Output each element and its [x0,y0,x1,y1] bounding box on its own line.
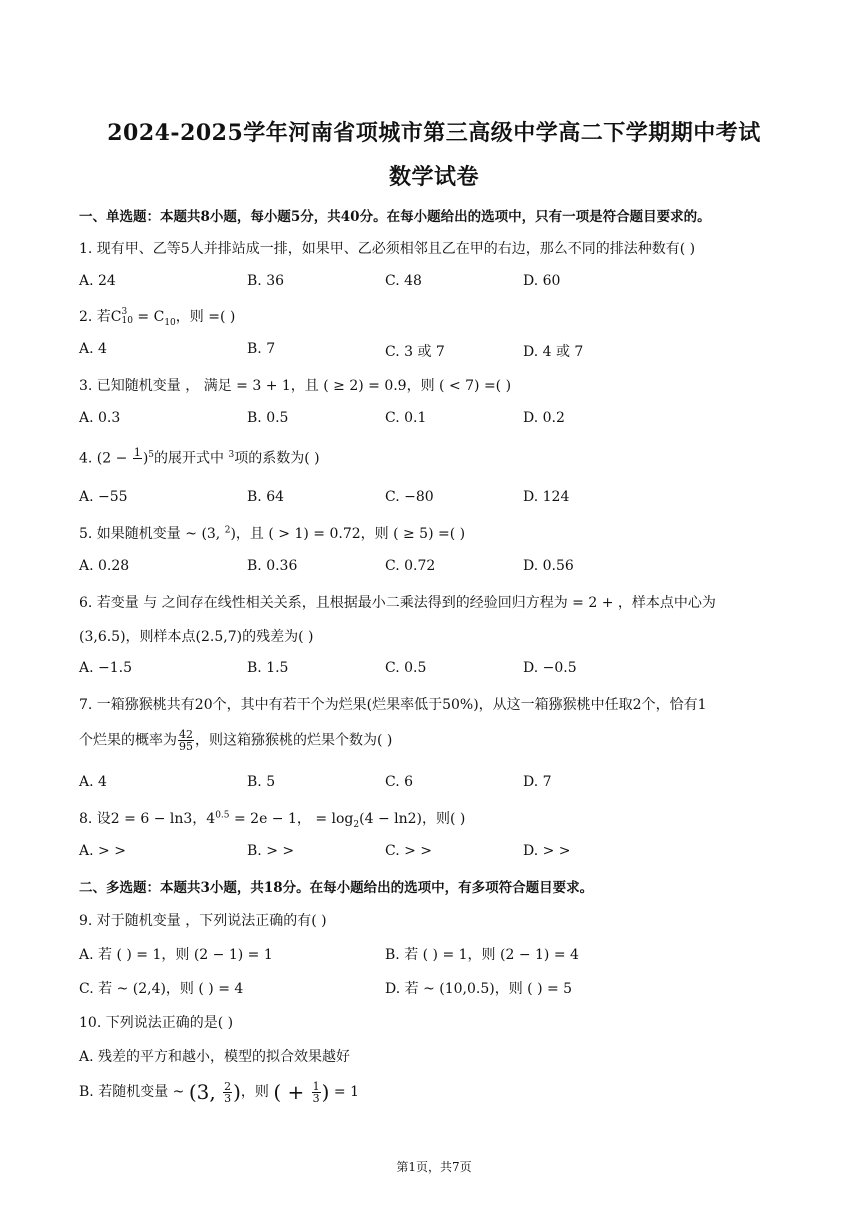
q7-stem-2b: ，则这箱猕猴桃的烂果个数为( ) [195,732,393,749]
q8-log-base: 2 [353,819,360,830]
question-7-stem-line-1: 7. 一箱猕猴桃共有20个，其中有若干个为烂果(烂果率低于50%)，从这一箱猕猴桃中任取2个，恰有1 [79,697,707,713]
q2-sub2: 10 [164,317,176,328]
question-7-option-d: D. 7 [523,774,552,790]
question-1-option-c: C. 48 [385,273,422,289]
question-8-option-b: B. > > [247,843,295,859]
q10-b-numerator-2: 1 [312,1079,320,1093]
q5-stem-part-2: )，且 ( > 1) = 0.72，则 ( ≥ 5) =( ) [230,526,466,542]
q4-exponent-2: 3 [228,449,235,460]
q2-prefix: 2. 若C [79,309,122,325]
exam-title: 2024-2025学年河南省项城市第三高级中学高二下学期期中考试 [107,120,761,146]
question-6-option-d: D. −0.5 [523,660,577,676]
q10-b-numerator: 2 [224,1079,232,1093]
question-2-option-d: D. 4 或 7 [523,344,584,360]
q4-exponent: 5 [148,449,155,460]
q5-stem-part-1: 5. 如果随机变量 ~ (3, [79,526,225,542]
page-footer: 第1页，共7页 [396,1160,472,1174]
q7-numerator: 42 [179,728,193,741]
q10-b-paren-left: (3, [188,1080,223,1104]
question-6-stem-line-2: (3,6.5)，则样本点(2.5,7)的残差为( ) [79,629,314,645]
question-8-option-d: D. > > [523,843,571,859]
question-9-option-c: C. 若 ~ (2,4)，则 ( ) = 4 [79,981,244,997]
exam-subtitle: 数学试卷 [388,164,479,190]
question-2-option-c: C. 3 或 7 [385,344,445,360]
question-3-stem: 3. 已知随机变量 ， 满足 = 3 + 1，且 ( ≥ 2) = 0.9，则 ( < 7) =( ) [79,378,512,394]
q4-tail-2: 项的系数为( ) [234,450,320,467]
question-4-stem [79,447,320,470]
q4-post: ) [142,450,149,467]
question-6-option-a: A. −1.5 [79,660,133,676]
q4-fraction [133,447,142,470]
question-1-option-b: B. 36 [247,273,285,289]
question-3-option-c: C. 0.1 [385,410,427,426]
q8-stem-part-1: 8. 设2 = 6 − ln3，4 [79,811,216,827]
q10-b-paren-right: ) [233,1080,241,1104]
question-7-option-b: B. 5 [247,774,276,790]
question-9-stem: 9. 对于随机变量 ，下列说法正确的有( ) [79,913,327,929]
question-2-option-a: A. 4 [79,341,107,357]
question-8-stem [79,808,465,830]
question-4-option-b: B. 64 [247,489,285,505]
question-1-option-d: D. 60 [523,273,561,289]
question-4-option-a: A. −55 [79,489,128,505]
question-5-stem [79,523,465,543]
question-3-option-d: D. 0.2 [523,410,565,426]
q8-stem-part-3: (4 − ln2)，则( ) [359,811,466,827]
q7-fraction [178,729,194,752]
question-7-option-c: C. 6 [385,774,414,790]
question-1-option-a: A. 24 [79,273,116,289]
q2-suffix: ，则 =( ) [175,309,236,325]
q8-stem-part-2: = 2e − 1， = log [229,811,354,827]
section-1-heading: 一、单选题：本题共8小题，每小题5分，共40分。在每小题给出的选项中，只有一项是符合题目要求的。 [79,209,711,225]
question-8-option-a: A. > > [79,843,126,859]
question-7-option-a: A. 4 [79,774,107,790]
question-9-option-d: D. 若 ~ (10,0.5)，则 ( ) = 5 [385,981,573,997]
question-6-stem-line-1: 6. 若变量 与 之间存在线性相关关系，且根据最小二乘法得到的经验回归方程为 = 2 + ，样本点中心为 [79,595,716,611]
question-10-stem: 10. 下列说法正确的是( ) [79,1015,234,1031]
q2-sub: 10 [121,316,133,326]
question-2-stem [79,306,235,328]
q10-b-denominator-2: 3 [312,1091,320,1105]
question-6-option-c: C. 0.5 [385,660,427,676]
question-5-option-a: A. 0.28 [79,558,130,574]
q4-numerator: 1 [133,446,141,459]
q4-tail: 的展开式中 [154,450,229,467]
q2-sup: 3 [121,307,128,317]
q10-b-paren2-left: ( + [273,1080,311,1104]
question-5-option-d: D. 0.56 [523,558,574,574]
question-10-option-a: A. 残差的平方和越小，模型的拟合效果越好 [79,1049,351,1065]
question-8-option-c: C. > > [385,843,433,859]
question-6-option-b: B. 1.5 [247,660,289,676]
q10-b-denominator: 3 [224,1091,232,1105]
question-5-option-b: B. 0.36 [247,558,298,574]
question-3-option-b: B. 0.5 [247,410,289,426]
question-2-option-b: B. 7 [247,341,276,357]
q7-stem-2a: 个烂果的概率为 [79,732,177,749]
q10-b-tail: = 1 [329,1084,359,1100]
q4-denominator [133,459,142,470]
q10-b-fraction-2 [312,1081,321,1104]
q10-b-mid: ，则 [240,1084,274,1100]
question-5-option-c: C. 0.72 [385,558,436,574]
question-7-stem-line-2 [79,729,392,752]
q10-b-pre: B. 若随机变量 ~ [79,1084,189,1100]
question-9-option-b: B. 若 ( ) = 1，则 (2 − 1) = 4 [385,947,579,963]
q2-mid: = C [132,309,165,325]
question-3-option-a: A. 0.3 [79,410,121,426]
question-4-option-d: D. 124 [523,489,570,505]
question-1-stem: 1. 现有甲、乙等5人并排站成一排，如果甲、乙必须相邻且乙在甲的右边，那么不同的排法种数有( ) [79,241,696,257]
q4-pre: 4. (2 − [79,450,132,467]
q10-b-fraction [223,1081,232,1104]
q7-denominator: 95 [179,740,193,753]
q5-exponent: 2 [224,525,231,536]
question-10-option-b [79,1080,359,1104]
question-4-option-c: C. −80 [385,489,434,505]
question-9-option-a: A. 若 ( ) = 1，则 (2 − 1) = 1 [79,947,273,963]
q10-b-paren2-right: ) [321,1080,330,1104]
q8-exponent: 0.5 [215,810,230,821]
section-2-heading: 二、多选题：本题共3小题，共18分。在每小题给出的选项中，有多项符合题目要求。 [79,880,594,896]
